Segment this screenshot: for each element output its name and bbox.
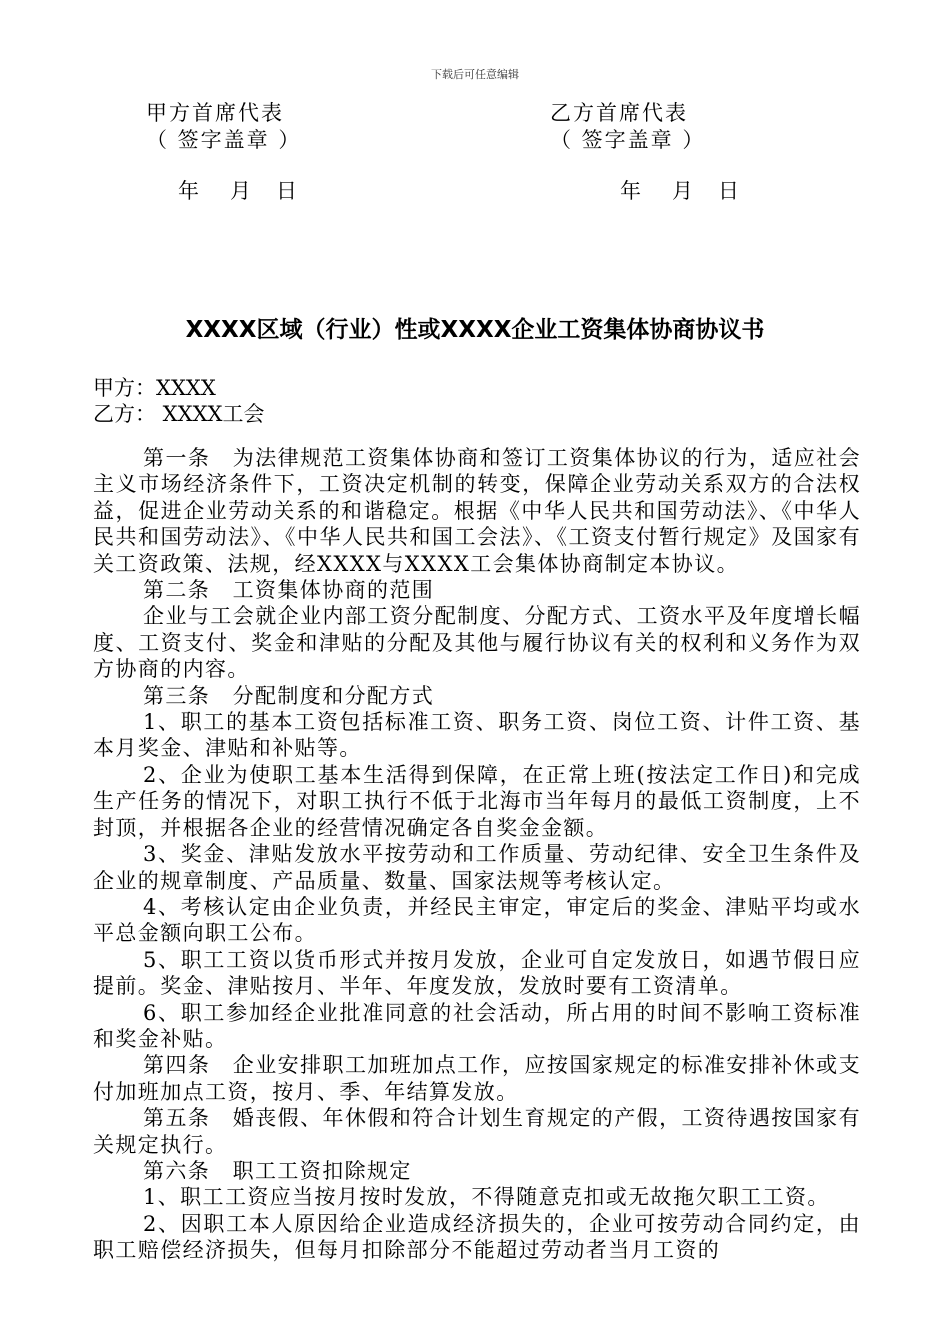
paragraph: 第六条 职工工资扣除规定 [143,1158,412,1183]
date-year-label: 年 [178,179,199,203]
paragraph: 第一条 为法律规范工资集体协商和签订工资集体协议的行为，适应社会主义市场经济条件下，工资决定机制的转变，保障企业劳动关系双方的合法权益，促进企业劳动关系的和谐稳定。根据《中华人民共和国劳动法》、《中华人民共和国劳动法》、《中华人民共和国工会法》、《工资支付暂行规定》及国家有关工资政策、法规，经XXXX与XXXX工会集体协商制定本协议。 [93,446,861,576]
header-note: 下载后可任意编辑 [431,68,519,81]
paragraph: 第五条 婚丧假、年休假和符合计划生育规定的产假，工资待遇按国家有关规定执行。 [93,1106,861,1157]
party-a-sign-seal-label: （ 签字盖章 ） [146,128,302,152]
date-day-label: 日 [718,179,739,203]
paragraph: 企业与工会就企业内部工资分配制度、分配方式、工资水平及年度增长幅度、工资支付、奖金和津贴的分配及其他与履行协议有关的权利和义务作为双方协商的内容。 [93,604,861,682]
paragraph: 5、职工工资以货币形式并按月发放，企业可自定发放日，如遇节假日应提前。奖金、津贴按月、半年、年度发放，发放时要有工资清单。 [93,947,861,999]
party-b-representative-label: 乙方首席代表 [550,101,688,125]
paragraph: 3、奖金、津贴发放水平按劳动和工作质量、劳动纪律、安全卫生条件及企业的规章制度、产品质量、数量、国家法规等考核认定。 [93,842,861,893]
party-b-signature-block [550,100,705,154]
paragraph: 第二条 工资集体协商的范围 [143,578,435,603]
paragraph: 2、企业为使职工基本生活得到保障，在正常上班(按法定工作日)和完成生产任务的情况下，对职工执行不低于北海市当年每月的最低工资制度，上不封顶，并根据各企业的经营情况确定各自奖金金额。 [93,762,861,840]
party-a-date [178,175,297,205]
date-month-label: 月 [230,179,251,203]
paragraph: 6、职工参加经企业批准同意的社会活动，所占用的时间不影响工资标准和奖金补贴。 [93,1000,861,1051]
parties-block [93,375,264,427]
document-title: XXXX区域（行业）性或XXXX企业工资集体协商协议书 [185,317,765,343]
party-b-line: 乙方： XXXX工会 [93,402,265,426]
date-year-label: 年 [620,179,641,203]
party-a-signature-block [146,100,301,154]
paragraph: 第三条 分配制度和分配方式 [143,683,435,708]
paragraph: 1、职工的基本工资包括标准工资、职务工资、岗位工资、计件工资、基本月奖金、津贴和补贴等。 [93,710,861,761]
paragraph: 第四条 企业安排职工加班加点工作，应按国家规定的标准安排补休或支付加班加点工资，按月、季、年结算发放。 [93,1053,861,1104]
party-b-date [620,175,739,205]
paragraph: 4、考核认定由企业负责，并经民主审定，审定后的奖金、津贴平均或水平总金额向职工公布。 [93,894,861,946]
party-a-line: 甲方：XXXX [93,376,216,400]
paragraph: 2、因职工本人原因给企业造成经济损失的，企业可按劳动合同约定，由职工赔偿经济损失，但每月扣除部分不能超过劳动者当月工资的 [93,1211,861,1263]
agreement-body [93,445,861,1264]
date-day-label: 日 [276,179,297,203]
paragraph: 1、职工工资应当按月按时发放，不得随意克扣或无故拖欠职工工资。 [143,1185,830,1210]
party-b-sign-seal-label: （ 签字盖章 ） [550,128,706,152]
date-month-label: 月 [672,179,693,203]
party-a-representative-label: 甲方首席代表 [146,101,284,125]
